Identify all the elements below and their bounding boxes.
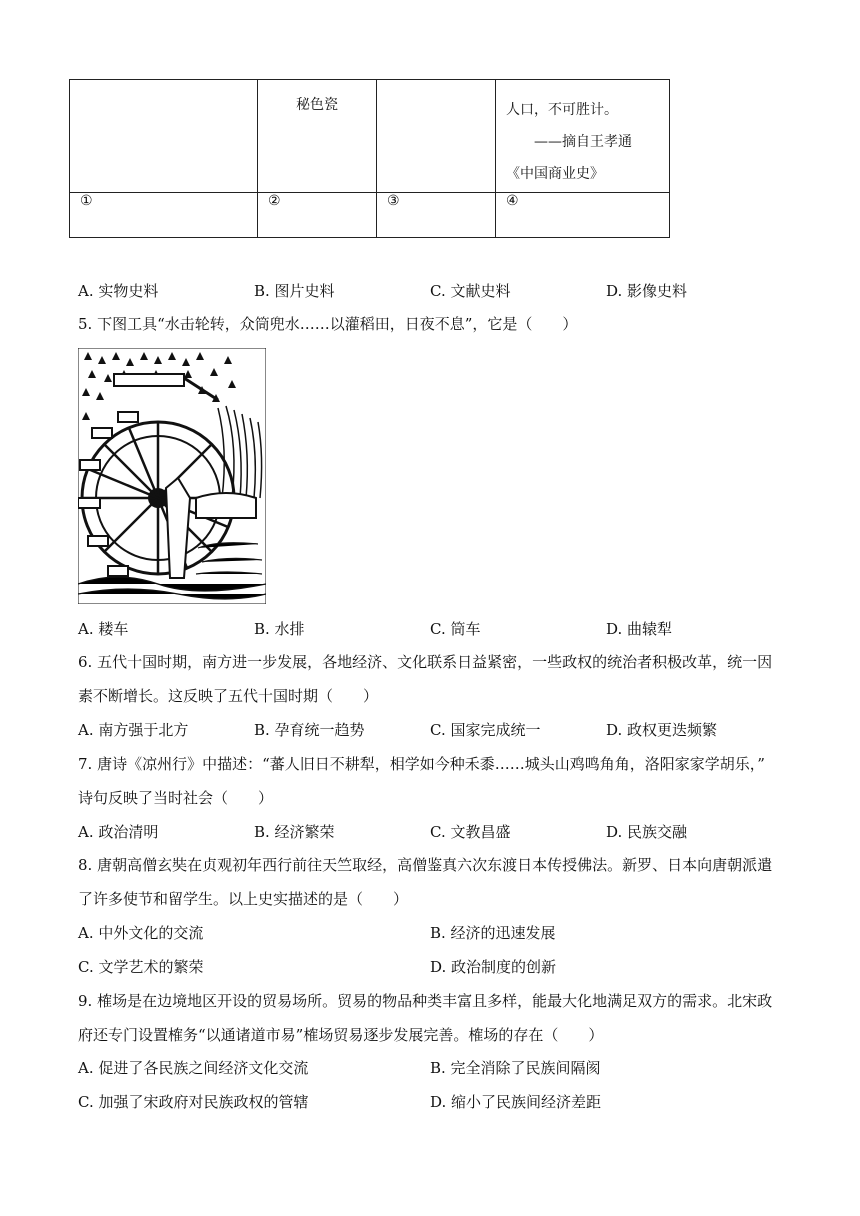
q9-option-b[interactable]: B. 完全消除了民族间隔阂 [430,1059,601,1077]
table-row [70,80,670,193]
q6-stem-line1: 6. 五代十国时期，南方进一步发展，各地经济、文化联系日益紧密，一些政权的统治者积极改革，统一因 [78,653,773,671]
q5-option-b[interactable]: B. 水排 [254,620,305,638]
q7-stem-line1: 7. 唐诗《凉州行》中描述：“蕃人旧日不耕犁，相学如今种禾黍……城头山鸡鸣角角，洛阳家家学胡乐，” [78,755,765,773]
q6-stem-line2: 素不断增长。这反映了五代十国时期（ ） [78,687,379,705]
source-table [69,79,670,238]
q5-option-a[interactable]: A. 耧车 [78,620,129,638]
q6-option-b[interactable]: B. 孕育统一趋势 [254,721,365,739]
cell-number: ③ [387,193,400,209]
cell-number: ② [268,193,281,209]
q4-option-b[interactable]: B. 图片史料 [254,282,335,300]
q7-option-d[interactable]: D. 民族交融 [606,823,688,841]
q5-stem: 5. 下图工具“水击轮转，众筒兜水……以灌稻田，日夜不息”，它是（ ） [78,315,578,333]
q8-option-d[interactable]: D. 政治制度的创新 [430,958,557,976]
q9-option-c[interactable]: C. 加强了宋政府对民族政权的管辖 [78,1093,309,1111]
cell-text-source-book: 《中国商业史》 [506,166,604,182]
q7-stem-line2: 诗句反映了当时社会（ ） [78,789,274,807]
q9-option-d[interactable]: D. 缩小了民族间经济差距 [430,1093,602,1111]
q7-option-a[interactable]: A. 政治清明 [78,823,159,841]
q6-option-d[interactable]: D. 政权更迭频繁 [606,721,718,739]
table-cell [258,80,377,193]
cell-text-source-author: ——摘自王孝通 [534,134,632,150]
table-row [70,193,670,238]
q8-option-a[interactable]: A. 中外文化的交流 [78,924,204,942]
table-cell [496,193,670,238]
q8-stem-line2: 了许多使节和留学生。以上史实描述的是（ ） [78,890,409,908]
q9-option-a[interactable]: A. 促进了各民族之间经济文化交流 [78,1059,309,1077]
table-cell [496,80,670,193]
q7-option-b[interactable]: B. 经济繁荣 [254,823,335,841]
table-cell [70,80,258,193]
cell-text-quote: 人口，不可胜计。 [506,102,618,118]
table-cell [377,193,496,238]
waterwheel-illustration [78,348,266,604]
q9-stem-line2: 府还专门设置榷务“以通诸道市易”榷场贸易逐步发展完善。榷场的存在（ ） [78,1026,604,1044]
q8-option-c[interactable]: C. 文学艺术的繁荣 [78,958,204,976]
q5-option-c[interactable]: C. 筒车 [430,620,481,638]
q8-option-b[interactable]: B. 经济的迅速发展 [430,924,556,942]
table-cell [377,80,496,193]
q6-option-a[interactable]: A. 南方强于北方 [78,721,189,739]
table-cell [258,193,377,238]
q5-option-d[interactable]: D. 曲辕犁 [606,620,673,638]
cell-number: ① [80,193,93,209]
q4-option-c[interactable]: C. 文献史料 [430,282,511,300]
table-cell [70,193,258,238]
q7-option-c[interactable]: C. 文教昌盛 [430,823,511,841]
q4-option-d[interactable]: D. 影像史料 [606,282,688,300]
cell-number: ④ [506,193,519,209]
q8-stem-line1: 8. 唐朝高僧玄奘在贞观初年西行前往天竺取经，高僧鉴真六次东渡日本传授佛法。新罗、日本向唐朝派遣 [78,856,773,874]
q6-option-c[interactable]: C. 国家完成统一 [430,721,541,739]
cell-text-celadon: 秘色瓷 [296,97,338,113]
q9-stem-line1: 9. 榷场是在边境地区开设的贸易场所。贸易的物品种类丰富且多样，能最大化地满足双方的需求。北宋政 [78,992,773,1010]
q4-option-a[interactable]: A. 实物史料 [78,282,159,300]
